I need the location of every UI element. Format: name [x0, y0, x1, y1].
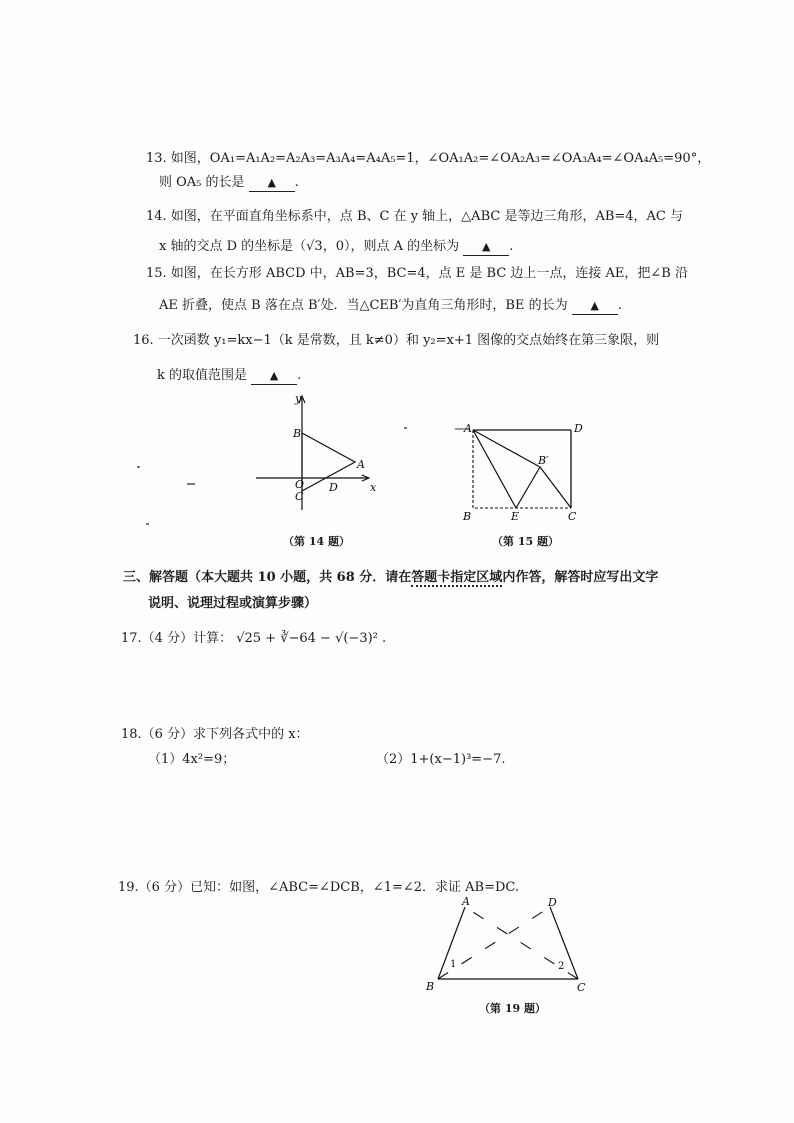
q17-line	[121, 631, 386, 647]
fig19-label-angle2: 2	[558, 961, 565, 972]
fig14-label-o: O	[295, 478, 305, 491]
fig19-label-d: D	[548, 896, 557, 909]
q15-line2-end: .	[617, 298, 622, 313]
q14-line2-end: .	[509, 239, 514, 254]
scan-speck	[137, 466, 140, 468]
q14-line2-text: x 轴的交点 D 的坐标是（√3，0），则点 A 的坐标为	[159, 239, 460, 254]
q13-answer-blank[interactable]: ▲	[249, 175, 295, 192]
q16-answer-blank[interactable]: ▲	[251, 368, 297, 385]
scan-speck	[146, 523, 149, 525]
scan-speck	[187, 483, 195, 485]
q15-line1: 15. 如图，在长方形 ABCD 中，AB=3，BC=4，点 E 是 BC 边上一点，连接 AE，把∠B 沿	[146, 266, 688, 281]
fig15-label-a: A	[464, 422, 472, 435]
q18-part1: （1）4x²=9；	[148, 752, 236, 767]
fig15-label-d: D	[574, 422, 583, 435]
section-3-line1-c: 内作答，解答时应写出文字	[502, 570, 659, 585]
q16-line1: 16. 一次函数 y₁=kx−1（k 是常数，且 k≠0）和 y₂=x+1 图像的交点始终在第三象限，则	[133, 333, 660, 348]
fig15-caption: （第 15 题）	[492, 535, 559, 548]
figure-15	[455, 416, 595, 526]
fig14-caption: （第 14 题）	[283, 535, 350, 548]
q17-end: .	[382, 631, 387, 646]
figure-19	[420, 893, 600, 993]
q15-answer-blank[interactable]: ▲	[572, 298, 618, 315]
section-3-line2: 说明、说理过程或演算步骤）	[148, 596, 318, 611]
q18-line1: 18.（6 分）求下列各式中的 x：	[121, 727, 309, 742]
q16-line2-end: .	[297, 368, 302, 383]
q13-line2-text: 则 OA₅ 的长是	[159, 175, 245, 190]
q19-line1: 19.（6 分）已知：如图，∠ABC=∠DCB，∠1=∠2．求证 AB=DC.	[118, 880, 520, 895]
fig15-label-e: E	[511, 510, 520, 523]
fig14-label-d: D	[329, 481, 338, 494]
q13-line1: 13. 如图，OA₁=A₁A₂=A₂A₃=A₃A₄=A₄A₅=1，∠OA₁A₂=∠OA₂A₃=∠OA₃A₄=∠OA₄A₅=90°，	[146, 151, 711, 166]
scan-speck	[404, 427, 407, 429]
fig19-label-b: B	[426, 980, 435, 993]
section-3-line1-a: 三、解答题（本大题共 10 小题，共 68 分．请在	[123, 570, 412, 585]
q14-line1: 14. 如图，在平面直角坐标系中，点 B、C 在 y 轴上，△ABC 是等边三角形，AB=4，AC 与	[146, 209, 684, 224]
fig14-label-y: y	[295, 392, 302, 405]
q15-line2	[159, 298, 622, 315]
fig19-label-a: A	[462, 895, 470, 908]
q16-line2-text: k 的取值范围是	[157, 368, 248, 383]
figure-14	[250, 390, 385, 520]
section-3-line1	[123, 566, 658, 585]
fig19-label-angle1: 1	[450, 959, 457, 970]
q18-part2: （2）1+(x−1)³=−7.	[376, 752, 506, 767]
fig19-label-c: C	[577, 981, 586, 994]
q16-line2	[157, 368, 301, 385]
fig14-label-x: x	[370, 481, 377, 494]
q17-expression: √25 + ∛−64 − √(−3)²	[236, 631, 378, 646]
section-3-line1-b: 答题卡指定区域	[411, 570, 503, 585]
fig14-label-c: C	[295, 490, 304, 503]
fig19-caption: （第 19 题）	[479, 1002, 546, 1015]
fig15-segment-ebp	[516, 467, 540, 508]
fig14-label-a: A	[357, 458, 365, 471]
q14-answer-blank[interactable]: ▲	[463, 239, 509, 256]
fig15-segment-bpc	[540, 467, 571, 508]
q13-line2	[159, 175, 299, 192]
q17-prefix: 17.（4 分）计算：	[121, 631, 233, 646]
fig14-label-b: B	[293, 427, 302, 440]
fig15-label-c: C	[568, 510, 577, 523]
fig15-label-bprime: B′	[538, 454, 549, 467]
q14-line2	[159, 239, 513, 256]
fig15-label-b: B	[463, 510, 472, 523]
q13-line2-end: .	[294, 175, 299, 190]
q15-line2-text: AE 折叠，使点 B 落在点 B′处．当△CEB′为直角三角形时，BE 的长为	[159, 298, 568, 313]
